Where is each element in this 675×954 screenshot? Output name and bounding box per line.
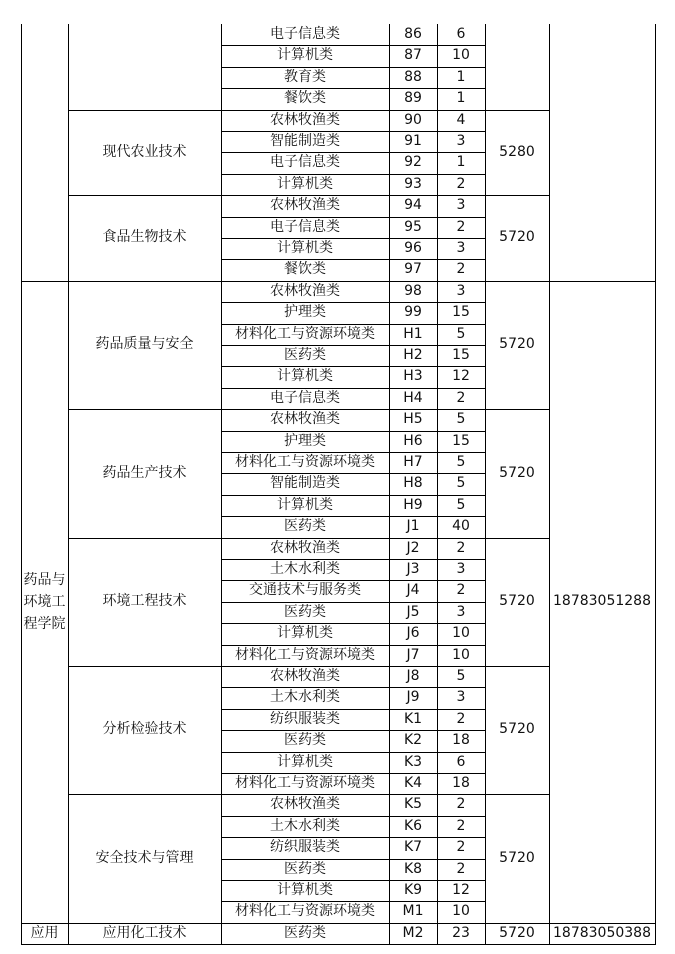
code-cell: H8 bbox=[403, 475, 423, 492]
row-divider bbox=[221, 324, 485, 325]
category-cell: 计算机类 bbox=[277, 239, 333, 256]
major-name-cell: 应用化工技术 bbox=[102, 924, 187, 941]
code-cell: 91 bbox=[404, 132, 422, 149]
column-border bbox=[485, 24, 486, 945]
category-cell: 计算机类 bbox=[277, 496, 333, 513]
code-cell: H4 bbox=[403, 389, 423, 406]
major-divider bbox=[68, 110, 549, 111]
code-cell: J4 bbox=[406, 582, 420, 599]
code-cell: K4 bbox=[403, 774, 423, 791]
code-cell: 94 bbox=[404, 197, 422, 214]
count-cell: 10 bbox=[452, 903, 470, 920]
category-cell: 农林牧渔类 bbox=[270, 796, 340, 813]
major-name-cell: 食品生物技术 bbox=[102, 229, 187, 246]
count-cell: 2 bbox=[456, 839, 466, 856]
major-name-cell: 药品质量与安全 bbox=[95, 336, 194, 353]
category-cell: 护理类 bbox=[284, 432, 326, 449]
category-cell: 土木水利类 bbox=[270, 817, 340, 834]
row-divider bbox=[221, 645, 485, 646]
code-cell: M2 bbox=[402, 924, 424, 941]
column-border bbox=[655, 24, 656, 945]
code-cell: K8 bbox=[403, 860, 423, 877]
code-cell: 99 bbox=[404, 304, 422, 321]
column-border bbox=[549, 24, 550, 945]
fee-cell: 5280 bbox=[499, 143, 535, 160]
code-cell: 86 bbox=[404, 25, 422, 42]
count-cell: 18 bbox=[452, 732, 470, 749]
row-divider bbox=[221, 431, 485, 432]
count-cell: 2 bbox=[456, 218, 466, 235]
fee-cell: 5720 bbox=[499, 336, 535, 353]
college-cell bbox=[21, 24, 68, 281]
major-name-cell: 药品生产技术 bbox=[102, 464, 187, 481]
count-cell: 15 bbox=[452, 304, 470, 321]
code-cell: 93 bbox=[404, 175, 422, 192]
count-cell: 5 bbox=[456, 475, 466, 492]
category-cell: 材料化工与资源环境类 bbox=[235, 774, 375, 791]
row-divider bbox=[221, 495, 485, 496]
row-divider bbox=[221, 837, 485, 838]
code-cell: 92 bbox=[404, 154, 422, 171]
count-cell: 12 bbox=[452, 368, 470, 385]
column-border bbox=[221, 24, 222, 945]
count-cell: 2 bbox=[456, 817, 466, 834]
category-cell: 计算机类 bbox=[277, 625, 333, 642]
count-cell: 10 bbox=[452, 646, 470, 663]
major-divider bbox=[68, 195, 549, 196]
fee-cell: 5720 bbox=[499, 464, 535, 481]
row-divider bbox=[221, 366, 485, 367]
major-divider bbox=[68, 409, 549, 410]
count-cell: 40 bbox=[452, 518, 470, 535]
count-cell: 3 bbox=[456, 282, 466, 299]
category-cell: 医药类 bbox=[284, 732, 326, 749]
code-cell: J3 bbox=[406, 560, 420, 577]
row-divider bbox=[221, 816, 485, 817]
phone-cell: 18783051288 bbox=[553, 593, 651, 610]
count-cell: 2 bbox=[456, 539, 466, 556]
count-cell: 10 bbox=[452, 47, 470, 64]
count-cell: 23 bbox=[452, 924, 470, 941]
major-divider bbox=[68, 538, 549, 539]
code-cell: 89 bbox=[404, 90, 422, 107]
major-divider bbox=[68, 794, 549, 795]
row-divider bbox=[221, 687, 485, 688]
category-cell: 材料化工与资源环境类 bbox=[235, 453, 375, 470]
category-cell: 餐饮类 bbox=[284, 90, 326, 107]
code-cell: K9 bbox=[403, 881, 423, 898]
row-divider bbox=[221, 131, 485, 132]
code-cell: H5 bbox=[403, 411, 423, 428]
college-cell: 应用 bbox=[30, 924, 59, 941]
category-cell: 护理类 bbox=[284, 304, 326, 321]
category-cell: 纺织服装类 bbox=[270, 839, 340, 856]
column-border bbox=[437, 24, 438, 945]
code-cell: 97 bbox=[404, 261, 422, 278]
count-cell: 3 bbox=[456, 603, 466, 620]
fee-cell: 5720 bbox=[499, 721, 535, 738]
category-cell: 电子信息类 bbox=[270, 154, 340, 171]
row-divider bbox=[221, 217, 485, 218]
category-cell: 材料化工与资源环境类 bbox=[235, 903, 375, 920]
major-name-cell: 安全技术与管理 bbox=[95, 849, 194, 866]
row-divider bbox=[221, 238, 485, 239]
row-divider bbox=[221, 45, 485, 46]
category-cell: 医药类 bbox=[284, 860, 326, 877]
code-cell: 98 bbox=[404, 282, 422, 299]
category-cell: 农林牧渔类 bbox=[270, 111, 340, 128]
fee-cell bbox=[485, 24, 549, 110]
row-divider bbox=[221, 752, 485, 753]
category-cell: 农林牧渔类 bbox=[270, 197, 340, 214]
code-cell: H6 bbox=[403, 432, 423, 449]
fee-cell: 5720 bbox=[499, 924, 535, 941]
row-divider bbox=[221, 730, 485, 731]
category-cell: 纺织服装类 bbox=[270, 710, 340, 727]
category-cell: 计算机类 bbox=[277, 47, 333, 64]
major-name-cell: 环境工程技术 bbox=[102, 593, 187, 610]
code-cell: H7 bbox=[403, 453, 423, 470]
code-cell: J5 bbox=[406, 603, 420, 620]
count-cell: 2 bbox=[456, 796, 466, 813]
code-cell: K3 bbox=[403, 753, 423, 770]
count-cell: 1 bbox=[456, 154, 466, 171]
count-cell: 6 bbox=[456, 753, 466, 770]
row-divider bbox=[221, 174, 485, 175]
group-divider bbox=[21, 281, 655, 282]
code-cell: H3 bbox=[403, 368, 423, 385]
column-border bbox=[389, 24, 390, 945]
code-cell: J7 bbox=[406, 646, 420, 663]
row-divider bbox=[221, 152, 485, 153]
category-cell: 医药类 bbox=[284, 518, 326, 535]
category-cell: 材料化工与资源环境类 bbox=[235, 325, 375, 342]
code-cell: J2 bbox=[406, 539, 420, 556]
code-cell: J9 bbox=[406, 689, 420, 706]
college-cell: 药品与环境工程学院 bbox=[23, 571, 66, 632]
row-divider bbox=[221, 623, 485, 624]
category-cell: 电子信息类 bbox=[270, 389, 340, 406]
category-cell: 智能制造类 bbox=[270, 132, 340, 149]
row-divider bbox=[221, 452, 485, 453]
count-cell: 18 bbox=[452, 774, 470, 791]
category-cell: 医药类 bbox=[284, 603, 326, 620]
count-cell: 2 bbox=[456, 389, 466, 406]
row-divider bbox=[221, 259, 485, 260]
count-cell: 10 bbox=[452, 625, 470, 642]
code-cell: 87 bbox=[404, 47, 422, 64]
code-cell: 96 bbox=[404, 239, 422, 256]
count-cell: 5 bbox=[456, 496, 466, 513]
column-border bbox=[68, 24, 69, 945]
count-cell: 15 bbox=[452, 432, 470, 449]
count-cell: 1 bbox=[456, 68, 466, 85]
count-cell: 6 bbox=[456, 25, 466, 42]
code-cell: 88 bbox=[404, 68, 422, 85]
category-cell: 电子信息类 bbox=[270, 218, 340, 235]
code-cell: K2 bbox=[403, 732, 423, 749]
count-cell: 5 bbox=[456, 667, 466, 684]
category-cell: 土木水利类 bbox=[270, 689, 340, 706]
major-name-cell: 分析检验技术 bbox=[102, 721, 187, 738]
count-cell: 2 bbox=[456, 582, 466, 599]
category-cell: 计算机类 bbox=[277, 881, 333, 898]
count-cell: 3 bbox=[456, 239, 466, 256]
phone-cell bbox=[549, 24, 655, 281]
row-divider bbox=[221, 88, 485, 89]
category-cell: 计算机类 bbox=[277, 753, 333, 770]
category-cell: 材料化工与资源环境类 bbox=[235, 646, 375, 663]
count-cell: 12 bbox=[452, 881, 470, 898]
category-cell: 计算机类 bbox=[277, 175, 333, 192]
row-divider bbox=[221, 388, 485, 389]
code-cell: H9 bbox=[403, 496, 423, 513]
major-divider bbox=[68, 666, 549, 667]
row-divider bbox=[221, 67, 485, 68]
code-cell: K1 bbox=[403, 710, 423, 727]
count-cell: 2 bbox=[456, 710, 466, 727]
row-divider bbox=[221, 302, 485, 303]
row-divider bbox=[221, 880, 485, 881]
category-cell: 农林牧渔类 bbox=[270, 539, 340, 556]
category-cell: 土木水利类 bbox=[270, 560, 340, 577]
code-cell: K7 bbox=[403, 839, 423, 856]
row-divider bbox=[221, 559, 485, 560]
count-cell: 5 bbox=[456, 453, 466, 470]
count-cell: 2 bbox=[456, 860, 466, 877]
count-cell: 1 bbox=[456, 90, 466, 107]
code-cell: 90 bbox=[404, 111, 422, 128]
count-cell: 5 bbox=[456, 325, 466, 342]
row-divider bbox=[221, 580, 485, 581]
major-name-cell bbox=[68, 24, 221, 110]
category-cell: 农林牧渔类 bbox=[270, 282, 340, 299]
category-cell: 农林牧渔类 bbox=[270, 411, 340, 428]
fee-cell: 5720 bbox=[499, 229, 535, 246]
category-cell: 计算机类 bbox=[277, 368, 333, 385]
count-cell: 3 bbox=[456, 560, 466, 577]
row-divider bbox=[221, 602, 485, 603]
row-divider bbox=[221, 345, 485, 346]
fee-cell: 5720 bbox=[499, 849, 535, 866]
code-cell: J8 bbox=[406, 667, 420, 684]
fee-cell: 5720 bbox=[499, 593, 535, 610]
code-cell: M1 bbox=[402, 903, 424, 920]
count-cell: 5 bbox=[456, 411, 466, 428]
category-cell: 医药类 bbox=[284, 924, 326, 941]
count-cell: 15 bbox=[452, 346, 470, 363]
row-divider bbox=[221, 709, 485, 710]
count-cell: 3 bbox=[456, 197, 466, 214]
code-cell: K6 bbox=[403, 817, 423, 834]
code-cell: J6 bbox=[406, 625, 420, 642]
code-cell: H1 bbox=[403, 325, 423, 342]
category-cell: 交通技术与服务类 bbox=[249, 582, 361, 599]
count-cell: 2 bbox=[456, 261, 466, 278]
row-divider bbox=[221, 473, 485, 474]
table-bottom-border bbox=[21, 944, 656, 945]
count-cell: 2 bbox=[456, 175, 466, 192]
code-cell: H2 bbox=[403, 346, 423, 363]
count-cell: 4 bbox=[456, 111, 466, 128]
row-divider bbox=[221, 516, 485, 517]
group-divider bbox=[21, 923, 655, 924]
count-cell: 3 bbox=[456, 689, 466, 706]
major-name-cell: 现代农业技术 bbox=[102, 143, 187, 160]
count-cell: 3 bbox=[456, 132, 466, 149]
code-cell: K5 bbox=[403, 796, 423, 813]
row-divider bbox=[221, 773, 485, 774]
row-divider bbox=[221, 901, 485, 902]
category-cell: 医药类 bbox=[284, 346, 326, 363]
category-cell: 电子信息类 bbox=[270, 25, 340, 42]
code-cell: J1 bbox=[406, 518, 420, 535]
category-cell: 教育类 bbox=[284, 68, 326, 85]
code-cell: 95 bbox=[404, 218, 422, 235]
category-cell: 餐饮类 bbox=[284, 261, 326, 278]
category-cell: 农林牧渔类 bbox=[270, 667, 340, 684]
phone-cell: 18783050388 bbox=[553, 924, 651, 941]
column-border bbox=[21, 24, 22, 945]
category-cell: 智能制造类 bbox=[270, 475, 340, 492]
row-divider bbox=[221, 859, 485, 860]
